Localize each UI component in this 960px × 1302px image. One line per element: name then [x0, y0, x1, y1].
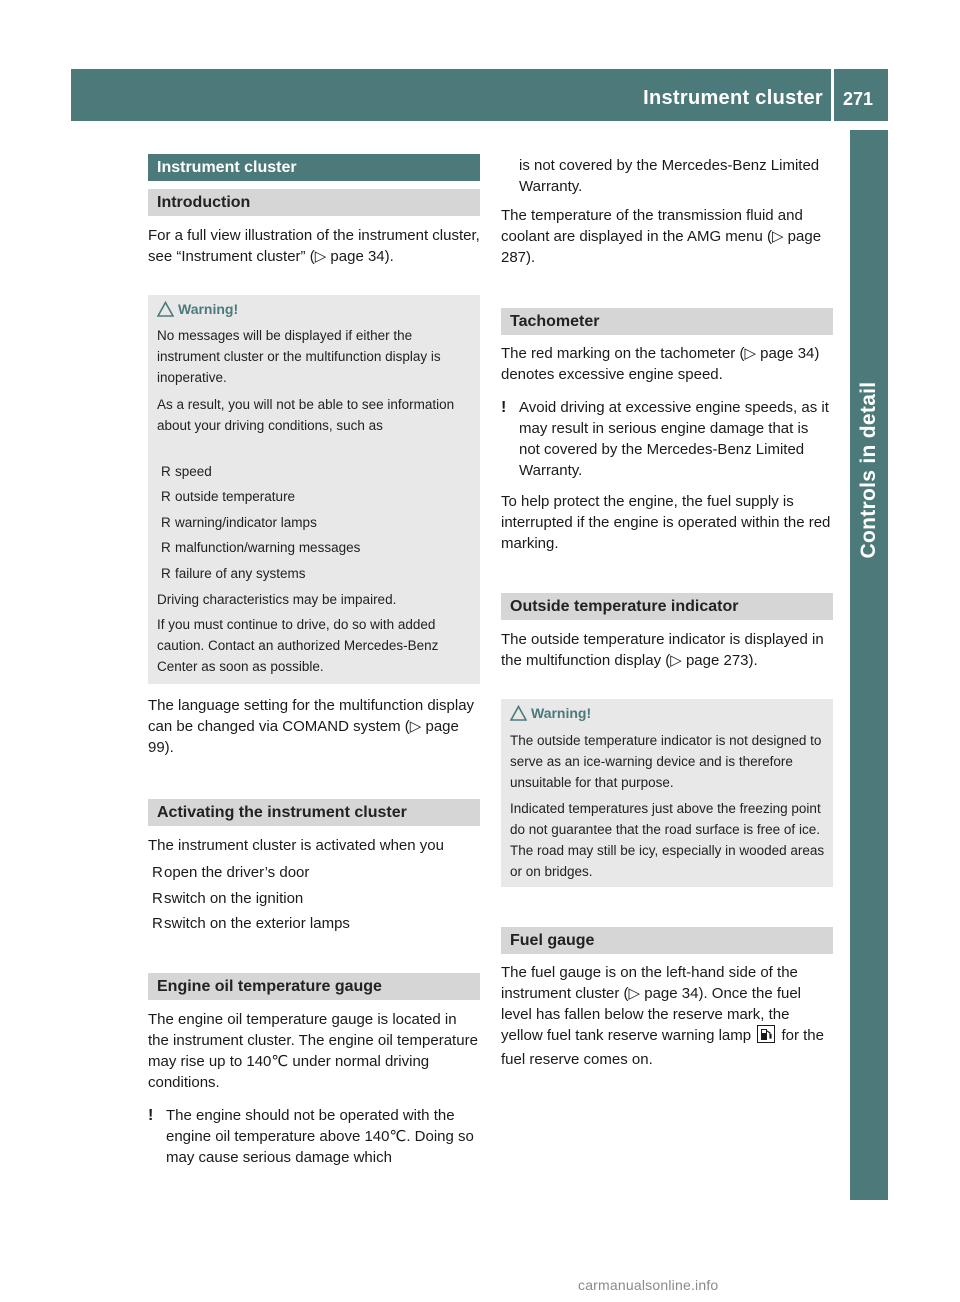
watermark: carmanualsonline.info [578, 1277, 719, 1293]
warning-paragraph-2: As a result, you will not be able to see information about your driving conditions, such as [157, 397, 455, 433]
side-tab-label: Controls in detail [857, 381, 880, 559]
notice-exclamation-icon: ! [501, 399, 507, 416]
notice-text: The engine should not be operated with the engine oil temperature above 140℃. Doing so may cause serious damage which [166, 1107, 474, 1166]
warning-bullet: R failure of any systems [161, 566, 306, 581]
warning-paragraph-3: Driving characteristics may be impaired. [157, 592, 397, 607]
warning-title: Warning! [531, 705, 592, 721]
activating-paragraph: The instrument cluster is activated when you [148, 837, 444, 854]
outside-temperature-paragraph: The outside temperature indicator is displayed in the multifunction display (▷ page 273). [501, 631, 824, 669]
tachometer-paragraph-2: To help protect the engine, the fuel supply is interrupted if the engine is operated within the red marking. [501, 493, 831, 552]
fuel-pump-icon [757, 1025, 775, 1049]
header-separator [831, 69, 834, 121]
heading-fuel-gauge: Fuel gauge [501, 927, 833, 954]
warning-paragraph-1: The outside temperature indicator is not designed to serve as an ice-warning device and is therefore unsuitable for that purpose. [510, 733, 822, 790]
engine-oil-paragraph: The engine oil temperature gauge is located in the instrument cluster. The engine oil temperature may rise up to 140℃ under normal driving conditions. [148, 1011, 478, 1091]
page-number: 271 [843, 89, 874, 109]
heading-introduction: Introduction [148, 189, 480, 216]
warning-bullet: R warning/indicator lamps [161, 515, 317, 530]
tachometer-paragraph: The red marking on the tachometer (▷ page 34) denotes excessive engine speed. [501, 345, 820, 383]
warning-triangle-icon [157, 301, 174, 317]
heading-engine-oil: Engine oil temperature gauge [148, 973, 480, 1000]
notice-exclamation-icon: ! [148, 1107, 154, 1124]
heading-outside-temperature: Outside temperature indicator [501, 593, 833, 620]
warning-title: Warning! [178, 301, 239, 317]
warning-paragraph-4: If you must continue to drive, do so with added caution. Contact an authorized Mercedes-Benz Center as soon as possible. [157, 617, 439, 674]
side-tab [850, 130, 888, 1200]
section-title-instrument-cluster: Instrument cluster [148, 154, 480, 181]
page-header [71, 69, 888, 121]
warning-bullet: R malfunction/warning messages [161, 540, 361, 555]
fuel-gauge-paragraph: The fuel gauge is on the left-hand side of the instrument cluster (▷ page 34). Once the fuel level has fallen below the reserve mark, the yellow fuel tank reserve warning lamp for the fuel reserve comes on. [501, 964, 824, 1068]
heading-tachometer: Tachometer [501, 308, 833, 335]
amg-paragraph: The temperature of the transmission fluid and coolant are displayed in the AMG menu (▷ page 287). [501, 207, 822, 266]
warning-bullet: R speed [161, 464, 212, 479]
warning-box-display [148, 295, 480, 684]
language-paragraph: The language setting for the multifunction display can be changed via COMAND system (▷ page 99). [148, 697, 475, 756]
activating-bullet: Rswitch on the exterior lamps [152, 915, 350, 932]
warning-box-outside-temperature [501, 699, 833, 887]
notice-text: Avoid driving at excessive engine speeds, as it may result in serious engine damage that is not covered by the Mercedes-Benz Limited Warranty. [519, 399, 829, 479]
activating-bullet: Ropen the driver’s door [152, 864, 310, 881]
heading-activating: Activating the instrument cluster [148, 799, 480, 826]
header-title: Instrument cluster [643, 87, 823, 109]
warning-paragraph-1: No messages will be displayed if either the instrument cluster or the multifunction display is inoperative. [157, 328, 441, 385]
warning-triangle-icon [510, 705, 527, 721]
intro-paragraph: For a full view illustration of the instrument cluster, see “Instrument cluster” (▷ page 34). [148, 227, 480, 265]
notice-continuation: is not covered by the Mercedes-Benz Limited Warranty. [519, 157, 820, 195]
activating-bullet: Rswitch on the ignition [152, 890, 304, 907]
warning-bullet: R outside temperature [161, 489, 296, 504]
warning-paragraph-2: Indicated temperatures just above the freezing point do not guarantee that the road surface is free of ice. The road may still be icy, especially in wooded areas or on bridges. [510, 801, 825, 879]
